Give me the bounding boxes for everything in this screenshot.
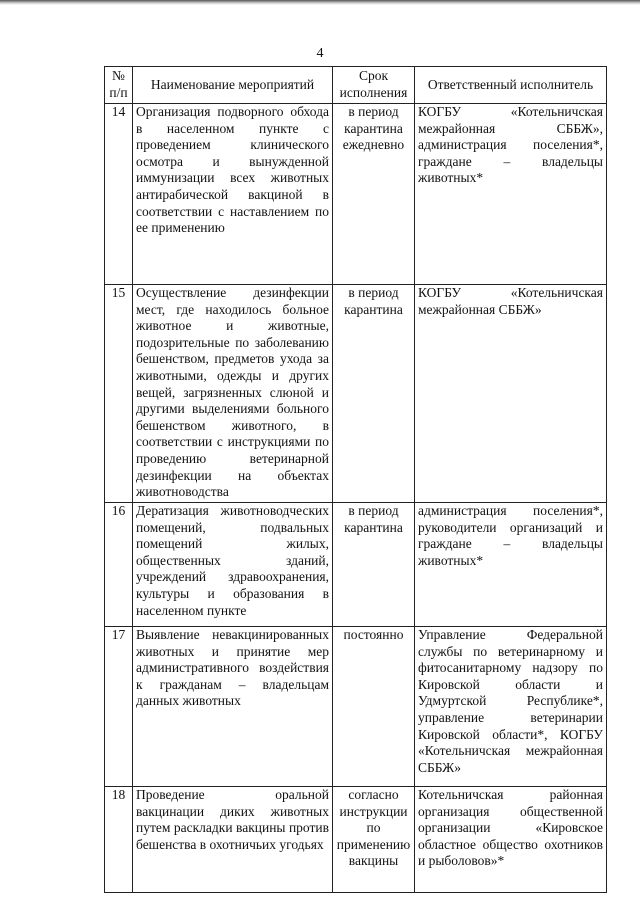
- row-num: 15: [105, 285, 133, 503]
- table-header-row: [105, 67, 607, 104]
- header-name: Наименование мероприятий: [133, 67, 333, 104]
- row-responsible: Управление Федеральной службы по ветеринарному и фитосанитарному надзору по Кировской области и Удмуртской Республике*, управление ветеринарии Кировской области*, КОГБУ «Котельничская межрайонная СББЖ»: [415, 627, 607, 787]
- row-term: в период карантина: [333, 285, 415, 503]
- row-measure: Организация подворного обхода в населенном пункте с проведением клинического осмотра и вынужденной иммунизации всех животных антирабической вакциной в соответствии с наставлением по ее применению: [133, 104, 333, 285]
- row-num: 14: [105, 104, 133, 285]
- row-measure: Проведение оральной вакцинации диких животных путем раскладки вакцины против бешенства в охотничьих угодьях: [133, 787, 333, 893]
- row-term: согласно инструкции по применению вакцины: [333, 787, 415, 893]
- row-num: 17: [105, 627, 133, 787]
- row-responsible: Котельничская районная организация общественной организации «Кировское областное общество охотников и рыболовов»*: [415, 787, 607, 893]
- row-num: 18: [105, 787, 133, 893]
- header-term: Срок исполнения: [333, 67, 415, 104]
- table-row: [105, 503, 607, 627]
- table-row: [105, 787, 607, 893]
- row-responsible: КОГБУ «Котельничская межрайонная СББЖ»: [415, 285, 607, 503]
- row-responsible: администрация поселения*, руководители организаций и граждане – владельцы животных*: [415, 503, 607, 627]
- row-term: постоянно: [333, 627, 415, 787]
- header-responsible: Ответственный исполнитель: [415, 67, 607, 104]
- measures-table: [104, 66, 607, 893]
- row-measure: Выявление невакцинированных животных и принятие мер административного воздействия к гражданам – владельцам данных животных: [133, 627, 333, 787]
- row-measure: Дератизация животноводческих помещений, подвальных помещений жилых, общественных зданий, учреждений здравоохранения, культуры и образования в населенном пункте: [133, 503, 333, 627]
- header-num: № п/п: [105, 67, 133, 104]
- row-responsible: КОГБУ «Котельничская межрайонная СББЖ», администрация поселения*, граждане – владельцы животных*: [415, 104, 607, 285]
- table-row: [105, 627, 607, 787]
- scan-top-edge: [0, 0, 640, 5]
- row-num: 16: [105, 503, 133, 627]
- table-row: [105, 285, 607, 503]
- row-measure: Осуществление дезинфекции мест, где находилось больное животное и животные, подозрительные по заболеванию бешенством, предметов ухода за животными, одежды и других вещей, загрязненных слюной и другими выделениями больного бешенством животного, в соответствии с инструкциями по проведению ветеринарной дезинфекции на объектах животноводства: [133, 285, 333, 503]
- row-term: в период карантина ежедневно: [333, 104, 415, 285]
- page-number: 4: [316, 46, 324, 61]
- table-row: [105, 104, 607, 285]
- row-term: в период карантина: [333, 503, 415, 627]
